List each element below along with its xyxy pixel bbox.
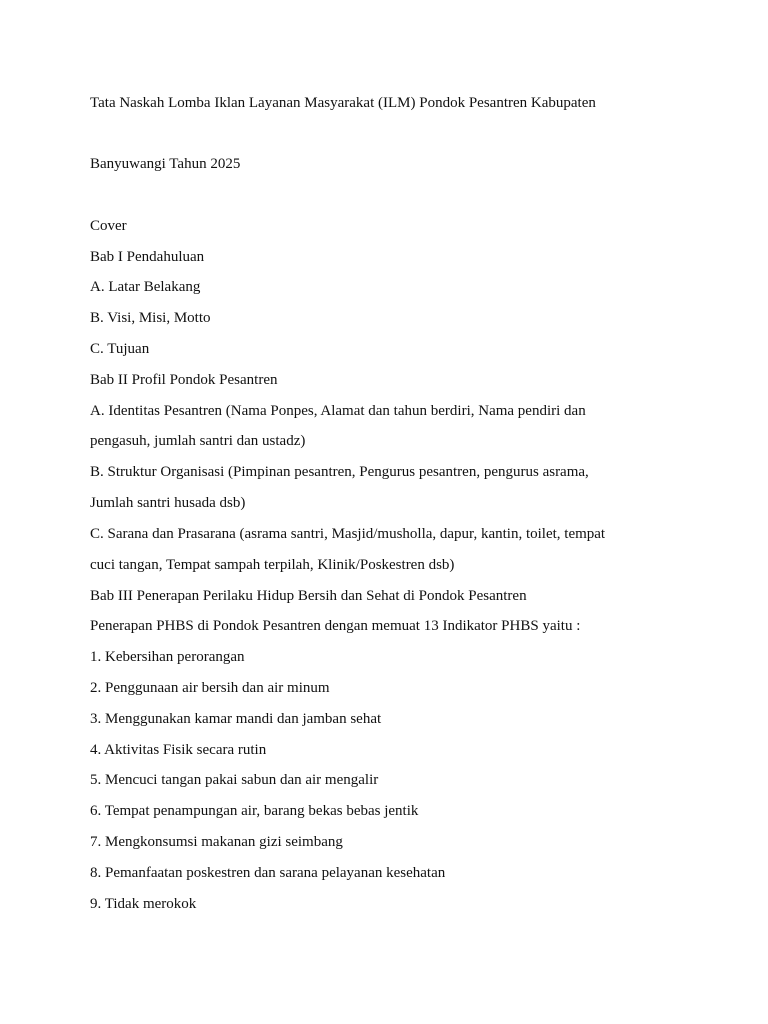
bab2-item-a-line-1: A. Identitas Pesantren (Nama Ponpes, Alamat dan tahun berdiri, Nama pendiri dan <box>90 403 586 419</box>
bab2-item-c-line-2: cuci tangan, Tempat sampah terpilah, Klinik/Poskestren dsb) <box>90 557 455 573</box>
indicator-item-3: 3. Menggunakan kamar mandi dan jamban sehat <box>90 711 382 727</box>
bab2-item-b-line-1: B. Struktur Organisasi (Pimpinan pesantren, Pengurus pesantren, pengurus asrama, <box>90 464 589 480</box>
indicator-item-8: 8. Pemanfaatan poskestren dan sarana pelayanan kesehatan <box>90 865 446 881</box>
bab2-item-b-line-2: Jumlah santri husada dsb) <box>90 495 246 511</box>
indicator-item-6: 6. Tempat penampungan air, barang bekas bebas jentik <box>90 803 419 819</box>
bab2-heading: Bab II Profil Pondok Pesantren <box>90 372 278 388</box>
indicator-item-7: 7. Mengkonsumsi makanan gizi seimbang <box>90 834 343 850</box>
bab1-item-latar-belakang: A. Latar Belakang <box>90 279 201 295</box>
document-title-line-1: Tata Naskah Lomba Iklan Layanan Masyarakat (ILM) Pondok Pesantren Kabupaten <box>90 95 596 111</box>
bab2-item-a-line-2: pengasuh, jumlah santri dan ustadz) <box>90 433 306 449</box>
bab1-item-tujuan: C. Tujuan <box>90 341 150 357</box>
cover-entry: Cover <box>90 218 127 234</box>
indicator-item-9: 9. Tidak merokok <box>90 896 197 912</box>
indicator-item-5: 5. Mencuci tangan pakai sabun dan air mengalir <box>90 772 379 788</box>
bab2-item-c-line-1: C. Sarana dan Prasarana (asrama santri, Masjid/musholla, dapur, kantin, toilet, tempat <box>90 526 606 542</box>
bab1-item-visi-misi-motto: B. Visi, Misi, Motto <box>90 310 211 326</box>
indicator-item-2: 2. Penggunaan air bersih dan air minum <box>90 680 330 696</box>
document-title-line-2: Banyuwangi Tahun 2025 <box>90 156 241 172</box>
bab3-intro: Penerapan PHBS di Pondok Pesantren dengan memuat 13 Indikator PHBS yaitu : <box>90 618 581 634</box>
indicator-item-4: 4. Aktivitas Fisik secara rutin <box>90 742 267 758</box>
indicator-item-1: 1. Kebersihan perorangan <box>90 649 245 665</box>
bab3-heading: Bab III Penerapan Perilaku Hidup Bersih dan Sehat di Pondok Pesantren <box>90 588 527 604</box>
bab1-heading: Bab I Pendahuluan <box>90 249 205 265</box>
